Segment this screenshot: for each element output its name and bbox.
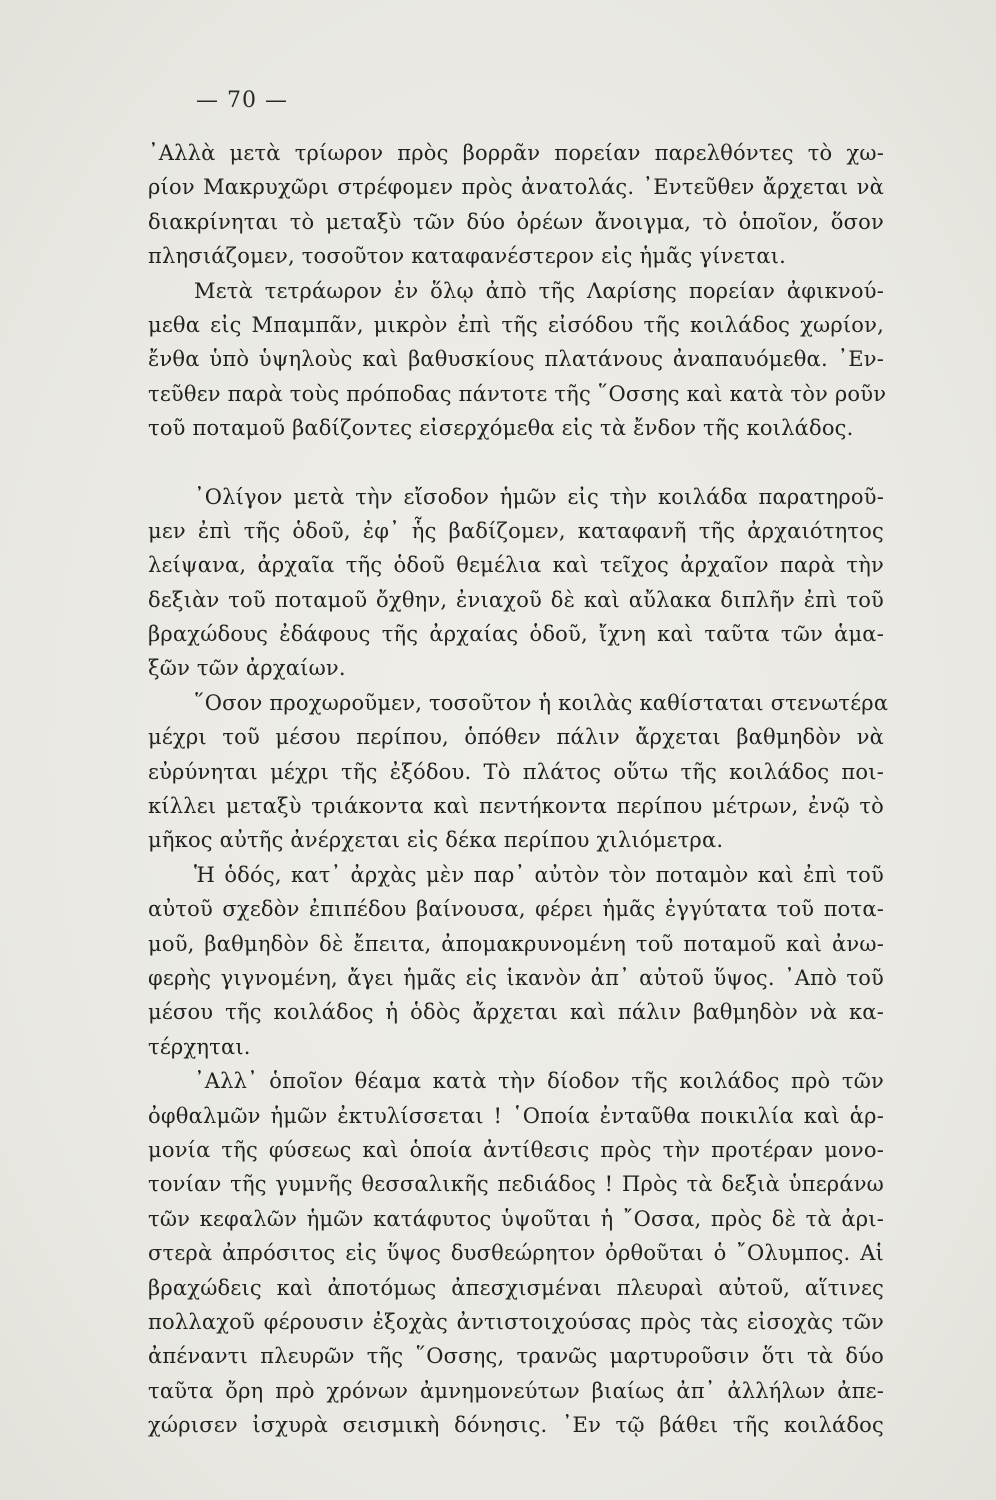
body-text xyxy=(148,136,889,1442)
text-line: μοῦ, βαθμηδὸν δὲ ἔπειτα, ἀπομακρυνομένη τοῦ ποταμοῦ καὶ ἀνω- xyxy=(148,931,884,956)
text-line: στερὰ ἀπρόσιτος εἰς ὕψος δυσθεώρητον ὀρθοῦται ὁ ῎Ολυμπος. Αἱ xyxy=(148,1241,884,1266)
text-line: τονίαν τῆς γυμνῆς θεσσαλικῆς πεδιάδος ! Πρὸς τὰ δεξιὰ ὑπεράνω xyxy=(148,1172,884,1197)
text-line: βραχώδους ἐδάφους τῆς ἀρχαίας ὁδοῦ, ἴχνη καὶ ταῦτα τῶν ἁμα- xyxy=(148,622,884,647)
text-line: τεῦθεν παρὰ τοὺς πρόποδας πάντοτε τῆς ῞Οσσης καὶ κατὰ τὸν ροῦν xyxy=(148,381,887,406)
page-number: — 70 — xyxy=(196,88,288,113)
section-gap xyxy=(148,446,884,480)
text-line: Μετὰ τετράωρον ἐν ὅλῳ ἀπὸ τῆς Λαρίσης πορείαν ἀφικνού- xyxy=(194,278,884,303)
text-line: τέρχηται. xyxy=(148,1034,251,1059)
text-line: ρίον Μακρυχῶρι στρέφομεν πρὸς ἀνατολάς. ᾿Εντεῦθεν ἄρχεται νὰ xyxy=(148,175,884,200)
text-line: πλησιάζομεν, τοσοῦτον καταφανέστερον εἰς ἡμᾶς γίνεται. xyxy=(148,244,787,269)
text-line: ᾿Αλλ᾿ ὁποῖον θέαμα κατὰ τὴν δίοδον τῆς κοιλάδος πρὸ τῶν xyxy=(194,1069,884,1094)
text-line: βραχώδεις καὶ ἀποτόμως ἀπεσχισμέναι πλευραὶ αὐτοῦ, αἵτινες xyxy=(148,1275,884,1300)
text-line: αὐτοῦ σχεδὸν ἐπιπέδου βαίνουσα, φέρει ἡμᾶς ἐγγύτατα τοῦ ποτα- xyxy=(148,897,884,922)
text-line: ξῶν τῶν ἀρχαίων. xyxy=(148,656,346,681)
text-line: ῞Οσον προχωροῦμεν, τοσοῦτον ἡ κοιλὰς καθίσταται στενωτέρα xyxy=(194,690,889,715)
text-line: ᾿Ολίγον μετὰ τὴν εἴσοδον ἡμῶν εἰς τὴν κοιλάδα παρατηροῦ- xyxy=(194,484,884,509)
text-line: δεξιὰν τοῦ ποταμοῦ ὄχθην, ἐνιαχοῦ δὲ καὶ αὔλακα διπλῆν ἐπὶ τοῦ xyxy=(148,587,884,612)
text-line: φερὴς γιγνομένη, ἄγει ἡμᾶς εἰς ἱκανὸν ἀπ᾿ αὐτοῦ ὕψος. ᾿Απὸ τοῦ xyxy=(148,965,884,990)
text-line: διακρίνηται τὸ μεταξὺ τῶν δύο ὀρέων ἄνοιγμα, τὸ ὁποῖον, ὅσον xyxy=(148,209,884,234)
text-line: εὐρύνηται μέχρι τῆς ἐξόδου. Τὸ πλάτος οὕτω τῆς κοιλάδος ποι- xyxy=(148,759,884,784)
text-line: ἀπέναντι πλευρῶν τῆς ῞Οσσης, τρανῶς μαρτυροῦσιν ὅτι τὰ δύο xyxy=(148,1344,884,1369)
text-line: χώρισεν ἰσχυρὰ σεισμικὴ δόνησις. ᾿Εν τῷ βάθει τῆς κοιλάδος xyxy=(148,1413,884,1438)
text-line: μέχρι τοῦ μέσου περίπου, ὁπόθεν πάλιν ἄρχεται βαθμηδὸν νὰ xyxy=(148,725,884,750)
text-line: ᾿Αλλὰ μετὰ τρίωρον πρὸς βορρᾶν πορείαν παρελθόντες τὸ χω- xyxy=(148,141,884,165)
text-line: μεθα εἰς Μπαμπᾶν, μικρὸν ἐπὶ τῆς εἰσόδου τῆς κοιλάδος χωρίον, xyxy=(148,312,884,337)
text-line: λείψανα, ἀρχαῖα τῆς ὁδοῦ θεμέλια καὶ τεῖχος ἀρχαῖον παρὰ τὴν xyxy=(148,553,884,578)
text-line: κίλλει μεταξὺ τριάκοντα καὶ πεντήκοντα περίπου μέτρων, ἐνῷ τὸ xyxy=(148,794,884,819)
text-line: ἔνθα ὑπὸ ὑψηλοὺς καὶ βαθυσκίους πλατάνους ἀναπαυόμεθα. ᾿Εν- xyxy=(148,347,884,372)
text-line: Ἡ ὁδός, κατ᾿ ἀρχὰς μὲν παρ᾿ αὐτὸν τὸν ποταμὸν καὶ ἐπὶ τοῦ xyxy=(194,862,884,887)
text-line: τοῦ ποταμοῦ βαδίζοντες εἰσερχόμεθα εἰς τὰ ἔνδον τῆς κοιλάδος. xyxy=(148,416,854,441)
text-line: μεν ἐπὶ τῆς ὁδοῦ, ἐφ᾿ ἧς βαδίζομεν, καταφανῆ τῆς ἀρχαιότητος xyxy=(148,518,884,543)
text-line: ταῦτα ὄρη πρὸ χρόνων ἀμνημονεύτων βιαίως ἀπ᾿ ἀλλήλων ἀπε- xyxy=(148,1378,884,1403)
text-line: μονία τῆς φύσεως καὶ ὁποία ἀντίθεσις πρὸς τὴν προτέραν μονο- xyxy=(148,1137,884,1162)
text-line: πολλαχοῦ φέρουσιν ἐξοχὰς ἀντιστοιχούσας πρὸς τὰς εἰσοχὰς τῶν xyxy=(148,1309,884,1334)
text-line: μέσου τῆς κοιλάδος ἡ ὁδὸς ἄρχεται καὶ πάλιν βαθμηδὸν νὰ κα- xyxy=(148,1000,884,1025)
text-line: τῶν κεφαλῶν ἡμῶν κατάφυτος ὑψοῦται ἡ ῎Οσσα, πρὸς δὲ τὰ ἀρι- xyxy=(148,1206,884,1231)
text-line: ὀφθαλμῶν ἡμῶν ἐκτυλίσσεται ! ῾Οποία ἐνταῦθα ποικιλία καὶ ἁρ- xyxy=(148,1103,884,1128)
text-line: μῆκος αὐτῆς ἀνέρχεται εἰς δέκα περίπου χιλιόμετρα. xyxy=(148,828,724,853)
